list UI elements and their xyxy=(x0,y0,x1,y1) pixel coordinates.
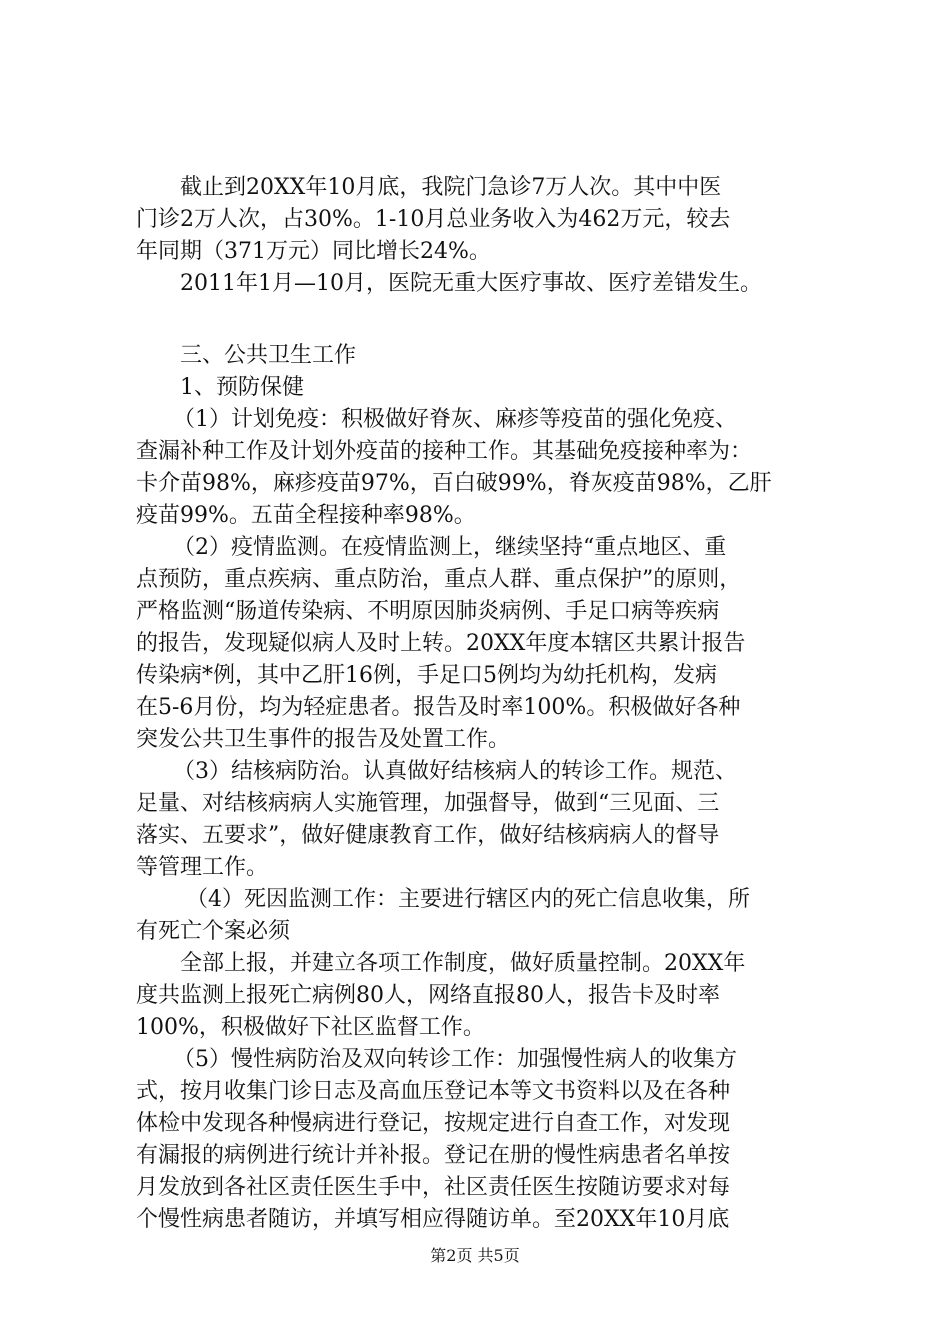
section-gap xyxy=(136,300,836,340)
item3-line: 等管理工作。 xyxy=(136,855,269,880)
item1-line: （1）计划免疫：积极做好脊灰、麻疹等疫苗的强化免疫、 xyxy=(173,407,737,432)
item2-line: 严格监测“肠道传染病、不明原因肺炎病例、手足口病等疾病 xyxy=(136,599,720,624)
item5-line: 有漏报的病例进行统计并补报。登记在册的慢性病患者名单按 xyxy=(136,1143,731,1168)
paragraph-line: 门诊2万人次，占30%。1-10月总业务收入为462万元，较去 xyxy=(136,207,731,232)
paragraph-line: 2011年1月—10月，医院无重大医疗事故、医疗差错发生。 xyxy=(180,271,762,296)
item5-line: 式，按月收集门诊日志及高血压登记本等文书资料以及在各种 xyxy=(136,1079,731,1104)
subsection-title: 1、预防保健 xyxy=(180,375,304,400)
item5-line: 体检中发现各种慢病进行登记，按规定进行自查工作，对发现 xyxy=(136,1111,731,1136)
item4-line: （4）死因监测工作：主要进行辖区内的死亡信息收集，所 xyxy=(186,887,750,912)
item5-line: 个慢性病患者随访，并填写相应得随访单。至20XX年10月底 xyxy=(136,1207,730,1232)
item1-line: 卡介苗98%，麻疹疫苗97%，百白破99%，脊灰疫苗98%，乙肝 xyxy=(136,471,772,496)
item2-line: （2）疫情监测。在疫情监测上，继续坚持“重点地区、重 xyxy=(173,535,727,560)
item4-line: 有死亡个案必须 xyxy=(136,919,291,944)
page-number-label: 第2页 共5页 xyxy=(430,1246,520,1265)
document-body xyxy=(136,172,836,1236)
item5-line: 月发放到各社区责任医生手中，社区责任医生按随访要求对每 xyxy=(136,1175,731,1200)
item1-line: 疫苗99%。五苗全程接种率98%。 xyxy=(136,503,476,528)
item4-cont-line: 度共监测上报死亡病例80人，网络直报80人，报告卡及时率 xyxy=(136,983,720,1008)
item5-line: （5）慢性病防治及双向转诊工作：加强慢性病人的收集方 xyxy=(173,1047,737,1072)
item3-line: （3）结核病防治。认真做好结核病人的转诊工作。规范、 xyxy=(173,759,737,784)
page-footer xyxy=(0,1246,950,1266)
section-title: 三、公共卫生工作 xyxy=(180,343,357,368)
item2-line: 突发公共卫生事件的报告及处置工作。 xyxy=(136,727,511,752)
item3-line: 落实、五要求”，做好健康教育工作，做好结核病病人的督导 xyxy=(136,823,720,848)
item1-line: 查漏补种工作及计划外疫苗的接种工作。其基础免疫接种率为： xyxy=(136,439,753,464)
item4-cont-line: 100%，积极做好下社区监督工作。 xyxy=(136,1015,485,1040)
item2-line: 在5-6月份，均为轻症患者。报告及时率100%。积极做好各种 xyxy=(136,695,741,720)
item4-cont-line: 全部上报，并建立各项工作制度，做好质量控制。20XX年 xyxy=(180,951,746,976)
paragraph-line: 年同期（371万元）同比增长24%。 xyxy=(136,239,491,264)
paragraph-line: 截止到20XX年10月底，我院门急诊7万人次。其中中医 xyxy=(180,175,722,200)
item2-line: 的报告，发现疑似病人及时上转。20XX年度本辖区共累计报告 xyxy=(136,631,746,656)
item2-line: 传染病*例，其中乙肝16例，手足口5例均为幼托机构，发病 xyxy=(136,663,717,688)
item3-line: 足量、对结核病病人实施管理，加强督导，做到“三见面、三 xyxy=(136,791,720,816)
item2-line: 点预防，重点疾病、重点防治，重点人群、重点保护”的原则， xyxy=(136,567,742,592)
